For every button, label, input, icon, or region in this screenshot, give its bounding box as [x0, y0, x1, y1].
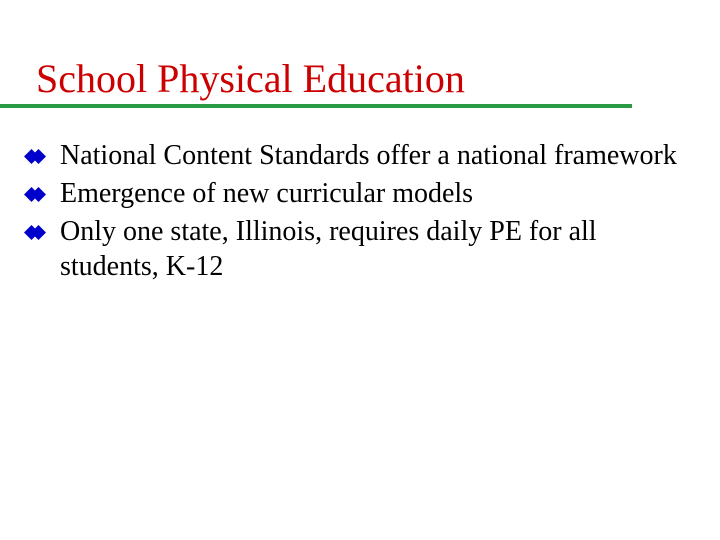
diamond-icon: [22, 147, 55, 166]
bullet-list: [22, 138, 692, 287]
slide-title: School Physical Education: [36, 56, 465, 101]
bullet-item: [22, 176, 692, 211]
bullet-text: Emergence of new curricular models: [60, 178, 474, 209]
bullet-item: [22, 138, 692, 173]
title-underline: [0, 104, 632, 108]
bullet-item: [22, 214, 692, 284]
diamond-icon: [22, 223, 55, 242]
diamond-icon: [22, 185, 55, 204]
bullet-text: National Content Standards offer a national framework: [60, 140, 677, 171]
bullet-text: Only one state, Illinois, requires daily PE for all students, K-12: [60, 216, 597, 282]
